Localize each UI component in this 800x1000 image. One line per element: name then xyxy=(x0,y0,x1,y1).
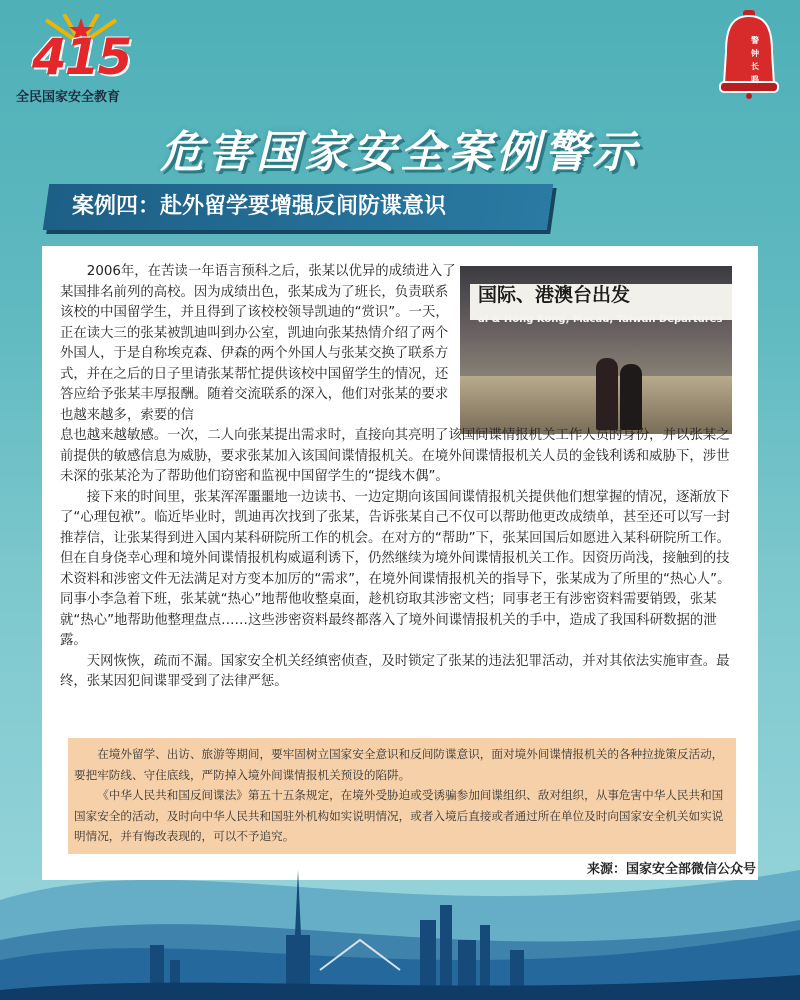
city-skyline xyxy=(0,850,800,1000)
legal-note-box xyxy=(68,738,736,854)
source-credit: 来源：国家安全部微信公众号 xyxy=(586,862,756,877)
logo-415 xyxy=(14,14,144,105)
case-title: 案例四：赴外留学要增强反间防谍意识 xyxy=(72,194,447,219)
note-paragraph: 在境外留学、出访、旅游等期间，要牢固树立国家安全意识和反间防谍意识，面对境外间谍情报机关的各种拉拢策反活动，要把牢防线、守住底线，严防掉入境外间谍情报机关预设的陷阱。 xyxy=(74,747,724,782)
logo-number: 415 xyxy=(32,28,131,86)
page-title: 危害国家安全案例警示 xyxy=(160,127,640,178)
logo-subtitle: 全民国家安全教育 xyxy=(16,90,121,105)
article-paragraph: 息也越来越敏感。一次，二人向张某提出需求时，直接向其亮明了该国间谍情报机关工作人员的身份，并以张某之前提供的敏感信息为威胁，要求张某加入该国间谍情报机关。在境外间谍情报机关人员的金钱利诱和威胁下，涉世未深的张某沦为了帮助他们窃密和监视中国留学生的“提线木偶”。 xyxy=(60,428,730,484)
photo-sign-english: al & Hong Kong, Macau, Taiwan Departures xyxy=(478,314,723,325)
photo-sign-chinese: 国际、港澳台出发 xyxy=(478,284,631,306)
article-paragraph: 天网恢恢，疏而不漏。国家安全机关经缜密侦查，及时锁定了张某的违法犯罪活动，并对其依法实施审查。最终，张某因犯间谍罪受到了法律严惩。 xyxy=(60,653,730,689)
article-paragraph: 接下来的时间里，张某浑浑噩噩地一边读书、一边定期向该国间谍情报机关提供他们想掌握的情况，逐渐放下了“心理包袱”。临近毕业时，凯迪再次找到了张某，告诉张某自己不仅可以帮助他更改成绩单，甚至还可以写一封推荐信，让张某得到进入国内某科研院所工作的机会。在对方的“帮助”下，张某回国后如愿进入某科研院所工作。但在自身侥幸心理和境外间谍情报机构威逼利诱下，仍然继续为境外间谍情报机关工作。因资历尚浅，接触到的技术资料和涉密文件无法满足对方变本加厉的“需求”，在境外间谍情报机关的指导下，张某成为了所里的“热心人”。同事小李急着下班，张某就“热心”地帮他收整桌面，趁机窃取其涉密文档；同事老王有涉密资料需要销毁，张某就“热心”地帮助他整理盘点……这些涉密资料最终都落入了境外间谍情报机关的手中，造成了我国科研数据的泄露。 xyxy=(60,489,731,648)
article-body xyxy=(60,262,740,693)
article-paragraph: 2006年，在苦读一年语言预科之后，张某以优异的成绩进入了某国排名前列的高校。因为成绩出色，张某成为了班长，负责联系该校的中国留学生，并且得到了该校校领导凯迪的“赏识”。一天，正在读大三的张某被凯迪叫到办公室，凯迪向张某热情介绍了两个外国人，于是自称埃克森、伊森的两个外国人与张某交换了联系方式，并在之后的日子里请张某帮忙提供该校中国留学生的情况，还答应给予张某丰厚报酬。随着交流联系的深入，他们对张某的要求也越来越多，索要的信 xyxy=(60,264,456,423)
bell-label: 警钟长鸣 xyxy=(751,36,759,84)
note-paragraph: 《中华人民共和国反间谍法》第五十五条规定，在境外受胁迫或受诱骗参加间谍组织、敌对组织，从事危害中华人民共和国国家安全的活动，及时向中华人民共和国驻外机构如实说明情况，或者入境后直接或者通过所在单位及时向国家安全机关如实说明情况，并有悔改表现的，可以不予追究。 xyxy=(74,788,724,843)
